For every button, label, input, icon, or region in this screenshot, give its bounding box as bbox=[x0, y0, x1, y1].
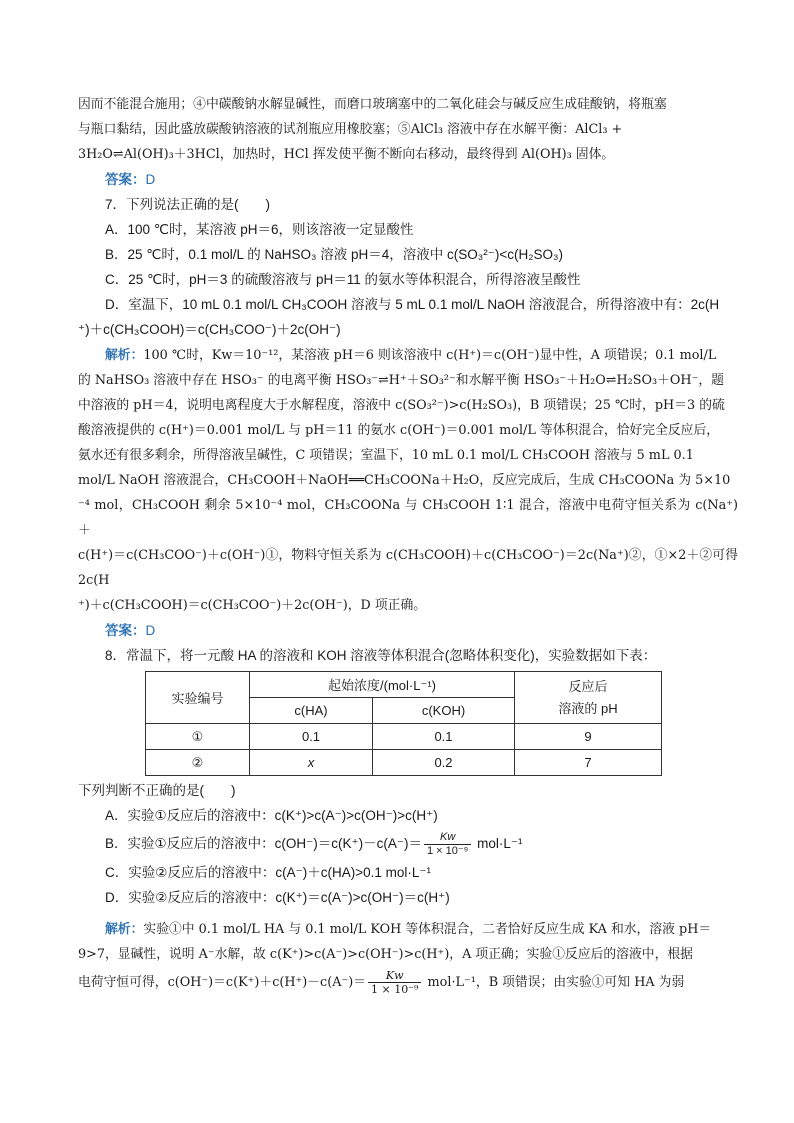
table-cell-ha: 0.1 bbox=[250, 724, 373, 750]
q8-option-b-unit: mol·L⁻¹ bbox=[477, 836, 523, 851]
kw-fraction-2 bbox=[368, 969, 421, 996]
intro-line-3: 3H₂O⇌Al(OH)₃＋3HCl，加热时，HCl 挥发使平衡不断向右移动，最终得到 Al(OH)₃ 固体。 bbox=[78, 147, 615, 162]
table-header-ha: c(HA) bbox=[250, 698, 373, 724]
experiment-table bbox=[145, 671, 662, 776]
q8-expl-text-3: 电荷守恒可得，c(OH⁻)＝c(K⁺)＋c(H⁺)－c(A⁻)＝ bbox=[78, 975, 367, 990]
table-row bbox=[146, 750, 662, 776]
table-header-ph-line2: 溶液的 pH bbox=[558, 700, 618, 716]
fraction-denominator: 1 × 10⁻⁹ bbox=[426, 844, 469, 857]
q7-explanation-line-4: 酸溶液提供的 c(H⁺)＝0.001 mol/L 与 pH＝11 的氨水 c(OH⁻)＝0.001 mol/L 等体积混合，恰好完全反应后， bbox=[78, 423, 720, 438]
q8-option-d: D．实验②反应后的溶液中：c(K⁺)＝c(A⁻)>c(OH⁻)＝c(H⁺) bbox=[105, 890, 450, 905]
fraction-numerator: Kw bbox=[424, 831, 471, 845]
table-cell-koh: 0.2 bbox=[373, 750, 515, 776]
q7-stem: 7．下列说法正确的是( ) bbox=[105, 197, 270, 212]
fraction-numerator-2: Kw bbox=[368, 969, 421, 983]
table-header-group: 起始浓度/(mol·L⁻¹) bbox=[250, 672, 515, 698]
table-header-ph-line1: 反应后 bbox=[568, 678, 608, 694]
q7-expl-text-1: 100 ℃时，Kw＝10⁻¹²，某溶液 pH＝6 则该溶液中 c(H⁺)＝c(OH⁻)显中性，A 项错误；0.1 mol/L bbox=[143, 348, 717, 363]
q7-explanation-line-2: 的 NaHSO₃ 溶液中存在 HSO₃⁻ 的电离平衡 HSO₃⁻⇌H⁺＋SO₃²⁻和水解平衡 HSO₃⁻＋H₂O⇌H₂SO₃＋OH⁻，题 bbox=[78, 373, 724, 388]
q7-option-a: A．100 ℃时，某溶液 pH＝6，则该溶液一定显酸性 bbox=[105, 222, 414, 237]
q7-option-c: C．25 ℃时，pH＝3 的硫酸溶液与 pH＝11 的氨水等体积混合，所得溶液呈酸性 bbox=[105, 272, 581, 287]
q7-explanation-line-9: ⁺)＋c(CH₃COOH)＝c(CH₃COO⁻)＋2c(OH⁻)，D 项正确。 bbox=[78, 598, 427, 613]
q8-expl-text-1: 实验①中 0.1 mol/L HA 与 0.1 mol/L KOH 等体积混合，二者恰好反应生成 KA 和水，溶液 pH＝ bbox=[143, 922, 712, 937]
table-header-ph bbox=[515, 672, 662, 724]
q8-option-c: C．实验②反应后的溶液中：c(A⁻)＋c(HA)>0.1 mol·L⁻¹ bbox=[105, 865, 431, 880]
q7-explanation-line-1 bbox=[78, 342, 738, 368]
table-cell-koh: 0.1 bbox=[373, 724, 515, 750]
answer-label: 答案： bbox=[105, 172, 146, 187]
q8-explanation-label: 解析： bbox=[105, 921, 144, 936]
intro-line-2: 与瓶口黏结，因此盛放碳酸钠溶液的试剂瓶应用橡胶塞；⑤AlCl₃ 溶液中存在水解平衡：AlCl₃ + bbox=[78, 122, 623, 137]
fraction-denominator-2: 1 × 10⁻⁹ bbox=[371, 983, 419, 996]
q8-explanation-line-1 bbox=[78, 916, 738, 942]
q8-option-b-text: B．实验①反应后的溶液中：c(OH⁻)＝c(K⁺)－c(A⁻)＝ bbox=[105, 836, 422, 851]
q7-explanation-line-3: 中溶液的 pH＝4，说明电离程度大于水解程度，溶液中 c(SO₃²⁻)>c(H₂SO₃)，B 项错误；25 ℃时，pH＝3 的硫 bbox=[78, 398, 725, 413]
q7-option-b: B．25 ℃时，0.1 mol/L 的 NaHSO₃ 溶液 pH＝4，溶液中 c(SO₃²⁻)<c(H₂SO₃) bbox=[105, 247, 563, 262]
answer-7-value: D bbox=[145, 623, 156, 638]
table-header-id: 实验编号 bbox=[146, 672, 250, 724]
q7-explanation-line-7: ⁻⁴ mol，CH₃COOH 剩余 5×10⁻⁴ mol，CH₃COONa 与 CH₃COOH 1∶1 混合，溶液中电荷守恒关系为 c(Na⁺)＋ bbox=[78, 498, 738, 538]
q7-explanation-line-5: 氨水还有很多剩余，所得溶液呈碱性，C 项错误；室温下，10 mL 0.1 mol/L CH₃COOH 溶液与 5 mL 0.1 bbox=[78, 448, 694, 463]
q8-explanation-line-3 bbox=[78, 967, 738, 999]
q8-option-a: A．实验①反应后的溶液中：c(K⁺)>c(A⁻)>c(OH⁻)>c(H⁺) bbox=[105, 808, 438, 823]
q7-explanation-line-6: mol/L NaOH 溶液混合，CH₃COOH＋NaOH══CH₃COONa＋H₂O，反应完成后，生成 CH₃COONa 为 5×10 bbox=[78, 473, 731, 488]
table-cell-id: ① bbox=[146, 724, 250, 750]
q7-option-d: D．室温下，10 mL 0.1 mol/L CH₃COOH 溶液与 5 mL 0.1 mol/L NaOH 溶液混合，所得溶液中有：2c(H bbox=[105, 297, 720, 312]
table-cell-ph: 7 bbox=[515, 750, 662, 776]
kw-fraction bbox=[424, 831, 471, 858]
answer-7 bbox=[78, 618, 738, 643]
table-cell-id: ② bbox=[146, 750, 250, 776]
answer-7-label: 答案： bbox=[105, 623, 146, 638]
q8-explanation-line-2: 9>7，显碱性，说明 A⁻水解，故 c(K⁺)>c(A⁻)>c(OH⁻)>c(H⁺)，A 项正确；实验①反应后的溶液中，根据 bbox=[78, 947, 693, 962]
q8-stem: 8．常温下，将一元酸 HA 的溶液和 KOH 溶液等体积混合(忽略体积变化)，实验数据如下表： bbox=[105, 648, 657, 663]
table-cell-ph: 9 bbox=[515, 724, 662, 750]
answer-6 bbox=[78, 167, 738, 192]
q7-explanation-line-8: c(H⁺)＝c(CH₃COO⁻)＋c(OH⁻)①，物料守恒关系为 c(CH₃COOH)＋c(CH₃COO⁻)＝2c(Na⁺)②，①×2＋②可得 2c(H bbox=[78, 548, 738, 588]
q7-explanation-label: 解析： bbox=[105, 347, 144, 362]
q8-prompt: 下列判断不正确的是( ) bbox=[78, 783, 236, 798]
intro-line-1: 因而不能混合施用；④中碳酸钠水解显碱性，而磨口玻璃塞中的二氧化硅会与碱反应生成硅酸钠，将瓶塞 bbox=[78, 97, 667, 112]
q7-option-d-cont: ⁺)＋c(CH₃COOH)＝c(CH₃COO⁻)＋2c(OH⁻) bbox=[78, 322, 341, 337]
table-row bbox=[146, 724, 662, 750]
document-page bbox=[78, 92, 738, 999]
table-header-koh: c(KOH) bbox=[373, 698, 515, 724]
answer-6-value: D bbox=[145, 172, 156, 187]
q8-option-b bbox=[78, 828, 738, 860]
table-cell-ha: x bbox=[250, 750, 373, 776]
q8-expl-text-3-end: mol·L⁻¹，B 项错误；由实验①可知 HA 为弱 bbox=[427, 975, 685, 990]
